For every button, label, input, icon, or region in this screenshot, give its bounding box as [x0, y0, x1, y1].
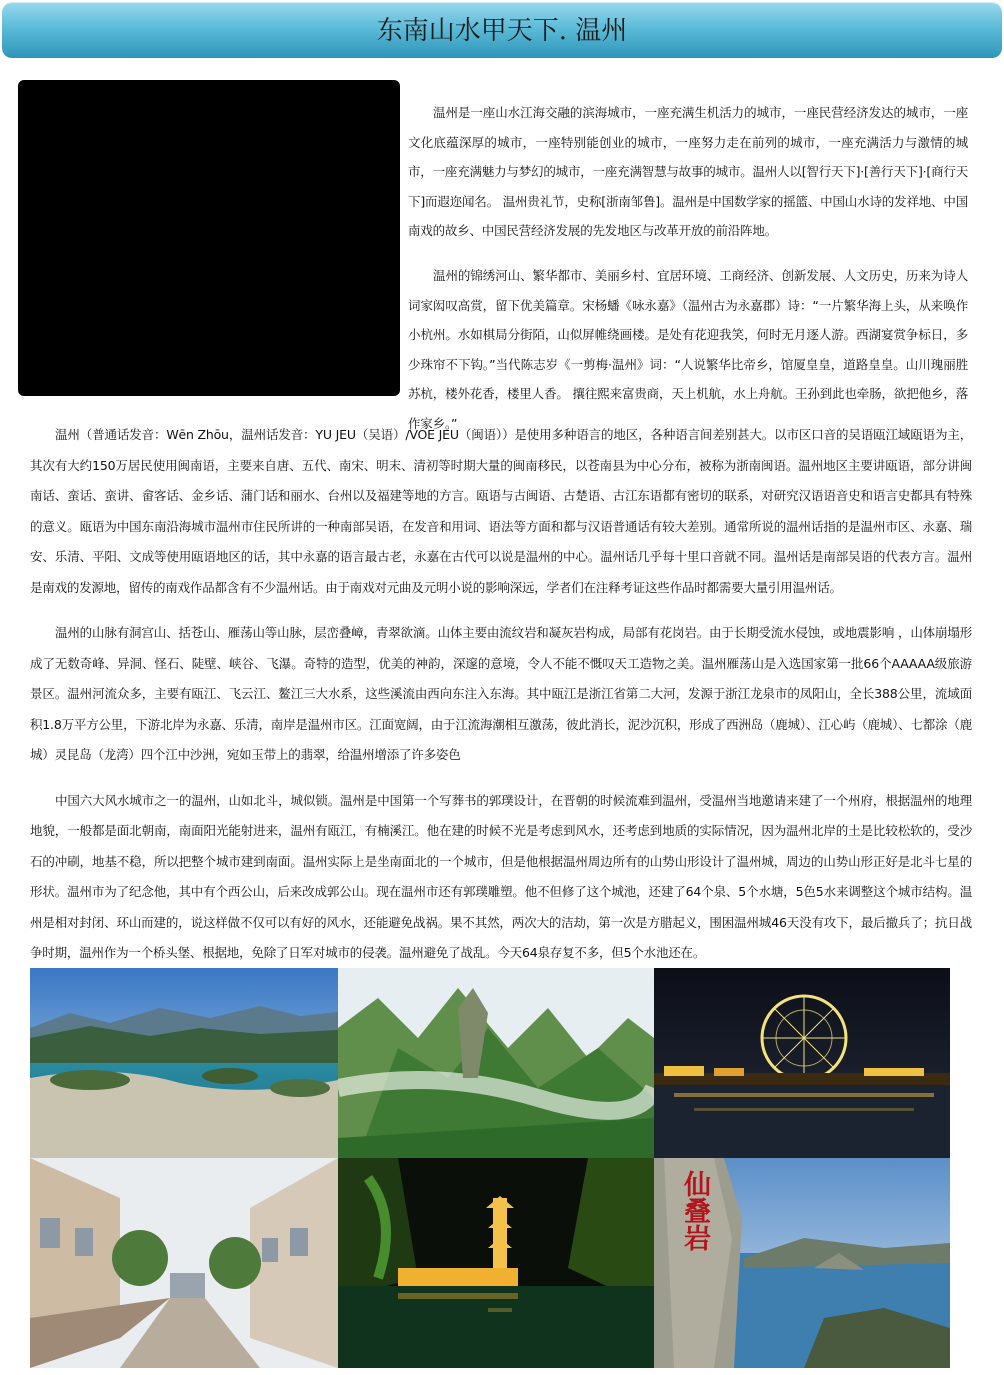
fengshui-paragraph: 中国六大风水城市之一的温州，山如北斗，城似锁。温州是中国第一个写葬书的郭璞设计，在晋朝的时候流难到温州，受温州当地邀请来建了一个州府，根据温州的地理地貌，一般都是面北朝南，南面阳光能射进来，温州有瓯江，有楠溪江。他在建的时候不光是考虑到风水，还考虑到地质的实际情况，因为温州北岸的土是比较松软的，受沙石的冲刷，地基不稳，所以把整个城市建到南面。温州实际上是坐南面北的一个城市，但是他根据温州周边所有的山势山形设计了温州城，周边的山势山形正好是北斗七星的形状。温州市为了纪念他，其中有个西公山，后来改成郭公山。现在温州市还有郭璞雕塑。他不但修了这个城池，还建了64个泉、5个水塘，5色5水来调整这个城市结构。温州是相对封闭、环山而建的，说这样做不仅可以有好的风水，还能避免战祸。果不其然，两次大的洁劫，第一次是方腊起义，围困温州城46天没有攻下，最后撤兵了；抗日战争时期，温州作为一个桥头堡、根据地，免除了日军对城市的侵袭。温州避免了战乱。今天64泉存复不多，但5个水池还在。: [30, 792, 972, 960]
ferris-wheel-night-photo: [654, 968, 950, 1158]
title-bar: [2, 2, 1002, 58]
body-text: [30, 420, 972, 969]
video-player[interactable]: [18, 80, 400, 396]
intro-paragraph: 温州是一座山水江海交融的滨海城市，一座充满生机活力的城市，一座民营经济发达的城市，一座文化底蕴深厚的城市，一座特别能创业的城市，一座努力走在前列的城市，一座充满活力与激情的城市，一座充满魅力与梦幻的城市，一座充满智慧与故事的城市。温州人以[智行天下]·[善行天下]·[商行天下]而遐迩闻名。 温州贵礼节，史称[浙南邹鲁]。温州是中国数学家的摇篮、中国山水诗的发祥地、中国南戏的故乡、中国民营经济发展的先发地区与改革开放的前沿阵地。: [408, 105, 968, 239]
pedestrian-street-photo: [30, 1158, 338, 1368]
photo-gallery: [30, 968, 950, 1368]
xiandie-rock-photo: [654, 1158, 950, 1368]
geography-paragraph: 温州的山脉有洞宫山、括苍山、雁荡山等山脉，层峦叠嶂，青翠欲滴。山体主要由流纹岩和凝灰岩构成，局部有花岗岩。由于长期受流水侵蚀，或地震影响 ，山体崩塌形成了无数奇峰、异洞、怪石、陡壁、峡谷、飞瀑。奇特的造型，优美的神韵，深邃的意境，令人不能不慨叹天工造物之美。温州雁荡山是入选国家第一批66个AAAAA级旅游景区。温州河流众多，主要有瓯江、飞云江、鳌江三大水系，这些溪流由西向东注入东海。其中瓯江是浙江省第二大河，发源于浙江龙泉市的凤阳山，全长388公里，流域面积1.8万平方公里，下游北岸为永嘉、乐清，南岸是温州市区。江面宽阔，由于江流海潮相互激荡，彼此消长，泥沙沉积，形成了西洲岛（鹿城）、江心屿（鹿城）、七都涂（鹿城）灵昆岛（龙湾）四个江中沙洲，宛如玉带上的翡翠，给温州增添了许多姿色: [30, 625, 972, 762]
intro-paragraph: 温州的锦绣河山、繁华都市、美丽乡村、宜居环境、工商经济、创新发展、人文历史，历来为诗人词家闳叹高赏，留下优美篇章。宋杨蟠《咏永嘉》（温州古为永嘉郡）诗：“一片繁华海上头，从来唤作小杭州。水如棋局分街陌，山似屏帷绕画楼。是处有花迎我笑，何时无月逐人游。西湖宴赏争标日，多少珠帘不下钩。”当代陈志岁《一剪梅·温州》词：“人说繁华比帝乡，馆厦皇皇，道路皇皇。山川瑰丽胜苏杭，楼外花香，楼里人香。 攘往熙来富贵商，天上机航，水上舟航。王孙到此也牵肠，欲把他乡，落作家乡。”: [408, 267, 968, 431]
pagoda-night-photo: [338, 1158, 654, 1368]
lake-islands-photo: [30, 968, 338, 1158]
page-title: 东南山水甲天下. 温州: [376, 16, 628, 46]
yandang-mountains-photo: [338, 968, 654, 1158]
language-paragraph: 温州（普通话发音：Wēn Zhōu，温州话发音：YU JEU（吴语）/VOE JEU（闽语））是使用多种语言的地区，各种语言间差别甚大。以市区口音的吴语瓯江域瓯语为主，其次有大约150万居民使用闽南语，主要来自唐、五代、南宋、明末、清初等时期大量的闽南移民，以苍南县为中心分布，被称为浙南闽语。温州地区主要讲瓯语，部分讲闽南话、蛮话、蛮讲、畲客话、金乡话、蒲门话和丽水、台州以及福建等地的方言。瓯语与古闽语、古楚语、古江东语都有密切的联系，对研究汉语语音史和语言史都具有特殊的意义。瓯语为中国东南沿海城市温州市住民所讲的一种南部吴语，在发音和用词、语法等方面和都与汉语普通话有较大差别。通常所说的温州话指的是温州市区、永嘉、瑞安、乐清、平阳、文成等使用瓯语地区的话，其中永嘉的语言最古老，永嘉在古代可以说是温州的中心。温州话几乎每十里口音就不同。温州话是南部吴语的代表方言。温州是南戏的发源地，留传的南戏作品都含有不少温州话。由于南戏对元曲及元明小说的影响深远，学者们在注释考证这些作品时都需要大量引用温州话。: [30, 427, 972, 595]
xiandie-rock-inscription: 仙叠岩: [679, 1170, 710, 1251]
intro-text: [408, 98, 968, 439]
